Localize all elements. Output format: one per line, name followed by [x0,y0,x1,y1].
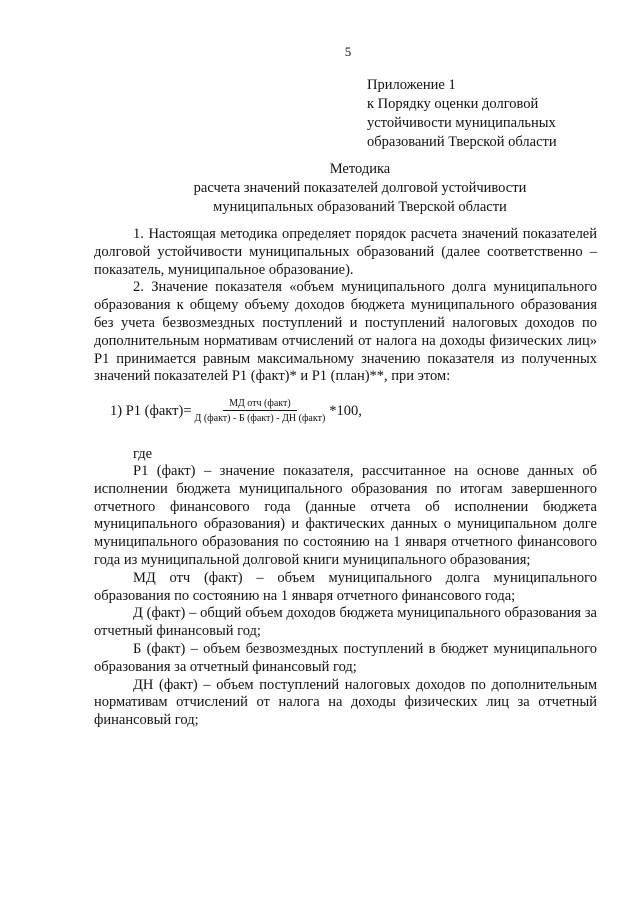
document-heading [60,160,640,217]
definition-md-otch-fact: МД отч (факт) – объем муниципального долга муниципального образования по состоянию на 1 января отчетного финансового года; [94,569,597,604]
appendix-line-2: к Порядку оценки долговой [367,96,539,112]
appendix-line-3: устойчивости муниципальных [367,115,556,131]
heading-title: Методика [329,161,391,177]
body-text [94,226,597,386]
appendix-line-4: образований Тверской области [367,134,557,150]
definition-dn-fact: ДН (факт) – объем поступлений налоговых доходов по дополнительным нормативам отчислений от налога на доходы физических лиц за отчетный финансовый год; [94,676,597,729]
formula-fraction [195,398,326,424]
formula-lhs: 1) Р1 (факт)= [110,402,192,419]
paragraph-2: 2. Значение показателя «объем муниципального долга муниципального образования к общему объему доходов бюджета муниципального образования без учета безвозмездных поступлений и поступлений налоговых доходов по дополнительным нормативам отчислений от налога на доходы физических лиц» Р1 принимается равным максимальному значению показателя из полученных значений показателей Р1 (факт)* и Р1 (план)**, при этом: [94,279,597,385]
formula-p1-fact [110,398,362,424]
formula-suffix: *100, [329,402,362,419]
appendix-block [367,76,557,152]
formula-numerator: МД отч (факт) [223,398,297,411]
definition-b-fact: Б (факт) – объем безвозмездных поступлений в бюджет муниципального образования за отчетный финансовый год; [94,640,597,675]
page-number: 5 [344,44,352,59]
heading-line-3: муниципальных образований Тверской области [213,199,507,215]
formula-denominator: Д (факт) - Б (факт) - ДН (факт) [194,413,326,424]
where-label: где [133,446,153,462]
paragraph-1: 1. Настоящая методика определяет порядок расчета значений показателей долговой устойчивости муниципальных образований (далее соответственно – показатель, муниципальное образование). [94,226,597,278]
definitions-list [94,463,597,730]
definition-p1-fact: Р1 (факт) – значение показателя, рассчитанное на основе данных об исполнении бюджета муниципального образования по итогам завершенного отчетного финансового года (данные отчета об исполнении бюджета муниципального образования) и фактических данных о муниципальном долге муниципального образования по состоянию на 1 января отчетного финансового года из муниципальной долговой книги муниципального образования; [94,463,597,568]
appendix-line-1: Приложение 1 [367,77,456,93]
definition-d-fact: Д (факт) – общий объем доходов бюджета муниципального образования за отчетный финансовый год; [94,605,597,640]
heading-line-2: расчета значений показателей долговой устойчивости [193,180,527,196]
